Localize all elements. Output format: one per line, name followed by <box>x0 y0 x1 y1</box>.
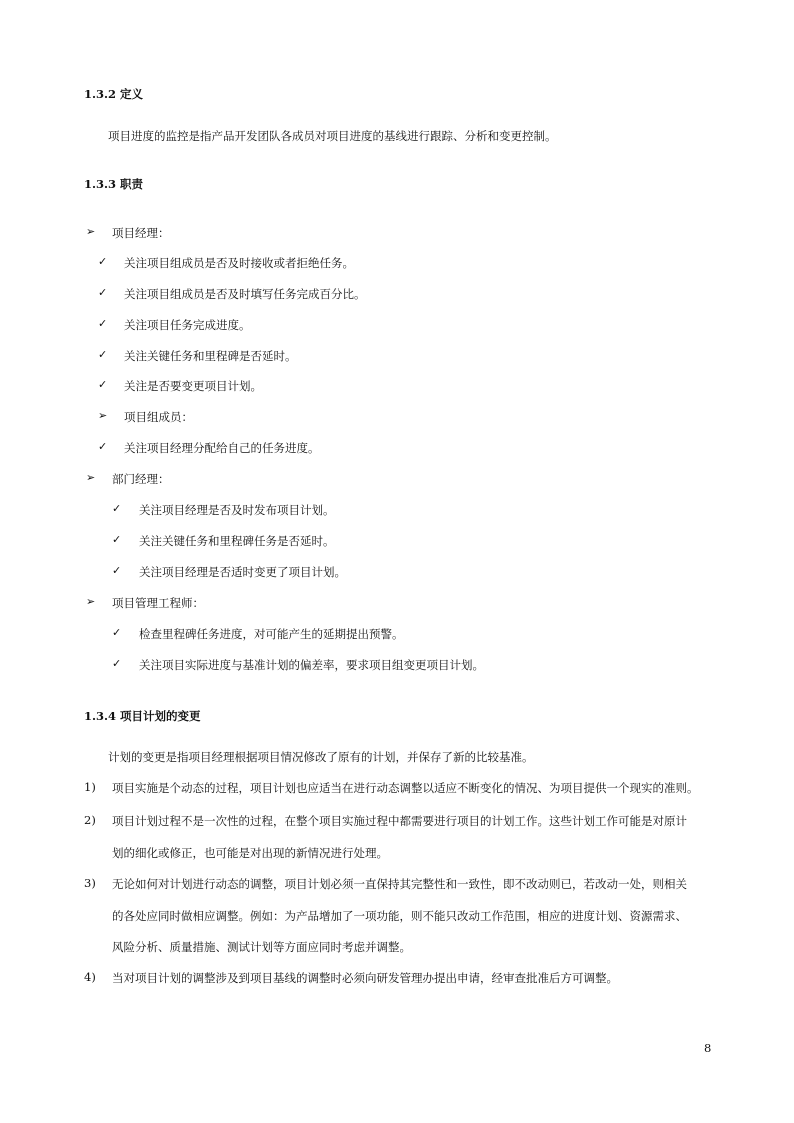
check-bullet-icon: ✓ <box>112 564 122 577</box>
definition-paragraph: 项目进度的监控是指产品开发团队各成员对项目进度的基线进行跟踪、分析和变更控制。 <box>108 129 557 143</box>
list-item-text: 项目计划过程不是一次性的过程，在整个项目实施过程中都需要进行项目的计划工作。这些计划工作可能是对原计 <box>112 814 687 828</box>
list-number: 3) <box>84 876 96 890</box>
list-item-text: 关注关键任务和里程碑是否延时。 <box>124 349 297 363</box>
list-item-text: 检查里程碑任务进度，对可能产生的延期提出预警。 <box>139 627 404 641</box>
list-item-text: 项目实施是个动态的过程，项目计划也应适当在进行动态调整以适应不断变化的情况、为项目提供一个现实的准则。 <box>112 781 699 795</box>
list-item-text: 关注是否要变更项目计划。 <box>124 379 262 393</box>
check-bullet-icon: ✓ <box>98 317 108 330</box>
list-number: 4) <box>84 970 96 984</box>
arrow-bullet-icon: ➢ <box>86 225 96 238</box>
check-bullet-icon: ✓ <box>112 657 122 670</box>
check-bullet-icon: ✓ <box>112 502 122 515</box>
list-item-text: 关注项目组成员是否及时接收或者拒绝任务。 <box>124 256 354 270</box>
arrow-bullet-icon: ➢ <box>86 595 96 608</box>
page-number: 8 <box>704 1041 712 1055</box>
list-item-text: 关注关键任务和里程碑任务是否延时。 <box>139 534 335 548</box>
arrow-bullet-icon: ➢ <box>86 471 96 484</box>
list-item-text: 风险分析、质量措施、测试计划等方面应同时考虑并调整。 <box>112 940 411 954</box>
list-item-text: 关注项目经理分配给自己的任务进度。 <box>124 441 320 455</box>
check-bullet-icon: ✓ <box>98 378 108 391</box>
list-item-text: 关注项目组成员是否及时填写任务完成百分比。 <box>124 287 366 301</box>
check-bullet-icon: ✓ <box>98 440 108 453</box>
list-item-text: 关注项目实际进度与基准计划的偏差率，要求项目组变更项目计划。 <box>139 658 484 672</box>
list-item-text: 关注项目经理是否适时变更了项目计划。 <box>139 565 346 579</box>
check-bullet-icon: ✓ <box>98 286 108 299</box>
list-item-text: 划的细化或修正，也可能是对出现的新情况进行处理。 <box>112 846 388 860</box>
check-bullet-icon: ✓ <box>112 533 122 546</box>
check-bullet-icon: ✓ <box>98 348 108 361</box>
section-heading-1-3-3: 1.3.3 职责 <box>84 177 144 191</box>
check-bullet-icon: ✓ <box>98 255 108 268</box>
list-item-text: 无论如何对计划进行动态的调整，项目计划必须一直保持其完整性和一致性，即不改动则已，若改动一处，则相关 <box>112 877 687 891</box>
check-bullet-icon: ✓ <box>112 626 122 639</box>
list-item-text: 项目组成员： <box>124 410 193 424</box>
list-number: 1) <box>84 780 96 794</box>
list-item-text: 项目管理工程师： <box>112 596 204 610</box>
list-item-text: 部门经理： <box>112 472 170 486</box>
list-number: 2) <box>84 813 96 827</box>
list-item-text: 的各处应同时做相应调整。例如：为产品增加了一项功能，则不能只改动工作范围，相应的进度计划、资源需求、 <box>112 909 687 923</box>
list-item-text: 关注项目经理是否及时发布项目计划。 <box>139 503 335 517</box>
plan-change-paragraph: 计划的变更是指项目经理根据项目情况修改了原有的计划，并保存了新的比较基准。 <box>108 750 534 764</box>
list-item-text: 当对项目计划的调整涉及到项目基线的调整时必须向研发管理办提出申请，经审查批准后方可调整。 <box>112 971 618 985</box>
list-item-text: 关注项目任务完成进度。 <box>124 318 251 332</box>
section-heading-1-3-2: 1.3.2 定义 <box>84 87 144 101</box>
section-heading-1-3-4: 1.3.4 项目计划的变更 <box>84 709 201 723</box>
list-item-text: 项目经理： <box>112 226 170 240</box>
arrow-bullet-icon: ➢ <box>98 409 108 422</box>
